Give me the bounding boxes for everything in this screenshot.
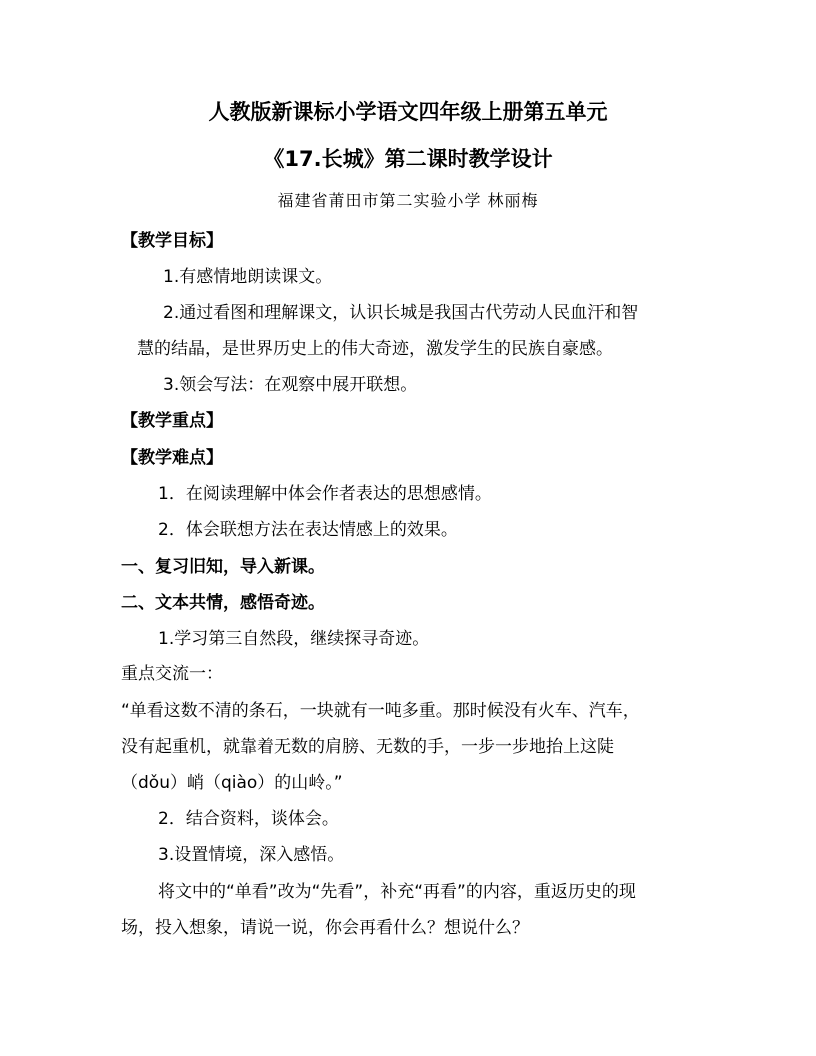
- difficult-item-1: 1．在阅读理解中体会作者表达的思想感情。: [158, 484, 492, 504]
- step-item-1: 1.学习第三自然段，继续探寻奇迹。: [158, 629, 430, 649]
- section-heading-key: 【教学重点】: [121, 411, 223, 431]
- section-heading-difficult: 【教学难点】: [121, 448, 223, 468]
- quote-line-1: “单看这数不清的条石，一块就有一吨多重。那时候没有火车、汽车，: [121, 701, 640, 721]
- document-title-line2: 《17.长城》第二课时教学设计: [263, 147, 553, 171]
- step-item-2: 2．结合资料，谈体会。: [158, 809, 339, 829]
- goal-item-3: 3.领会写法：在观察中展开联想。: [163, 375, 418, 395]
- paragraph-line-2: 场，投入想象，请说一说，你会再看什么？想说什么？: [121, 918, 529, 938]
- quote-line-2: 没有起重机，就靠着无数的肩膀、无数的手，一步一步地抬上这陡: [121, 737, 614, 757]
- goal-item-2-line2: 慧的结晶，是世界历史上的伟大奇迹，激发学生的民族自豪感。: [137, 339, 613, 359]
- goal-item-1: 1.有感情地朗读课文。: [163, 267, 333, 287]
- key-exchange-label: 重点交流一：: [121, 664, 223, 684]
- difficult-item-2: 2．体会联想方法在表达情感上的效果。: [158, 520, 458, 540]
- part-heading-1: 一、复习旧知，导入新课。: [121, 557, 325, 577]
- author-line: 福建省莆田市第二实验小学 林丽梅: [277, 191, 539, 210]
- part-heading-2: 二、文本共情，感悟奇迹。: [121, 593, 325, 613]
- section-heading-goals: 【教学目标】: [121, 231, 223, 251]
- step-item-3: 3.设置情境，深入感悟。: [158, 845, 345, 865]
- document-title-line1: 人教版新课标小学语文四年级上册第五单元: [208, 100, 608, 124]
- paragraph-line-1: 将文中的“单看”改为“先看”，补充“再看”的内容，重返历史的现: [158, 882, 636, 902]
- goal-item-2-line1: 2.通过看图和理解课文，认识长城是我国古代劳动人民血汗和智: [163, 303, 639, 323]
- quote-line-3: （dǒu）峭（qiào）的山岭。”: [121, 773, 343, 793]
